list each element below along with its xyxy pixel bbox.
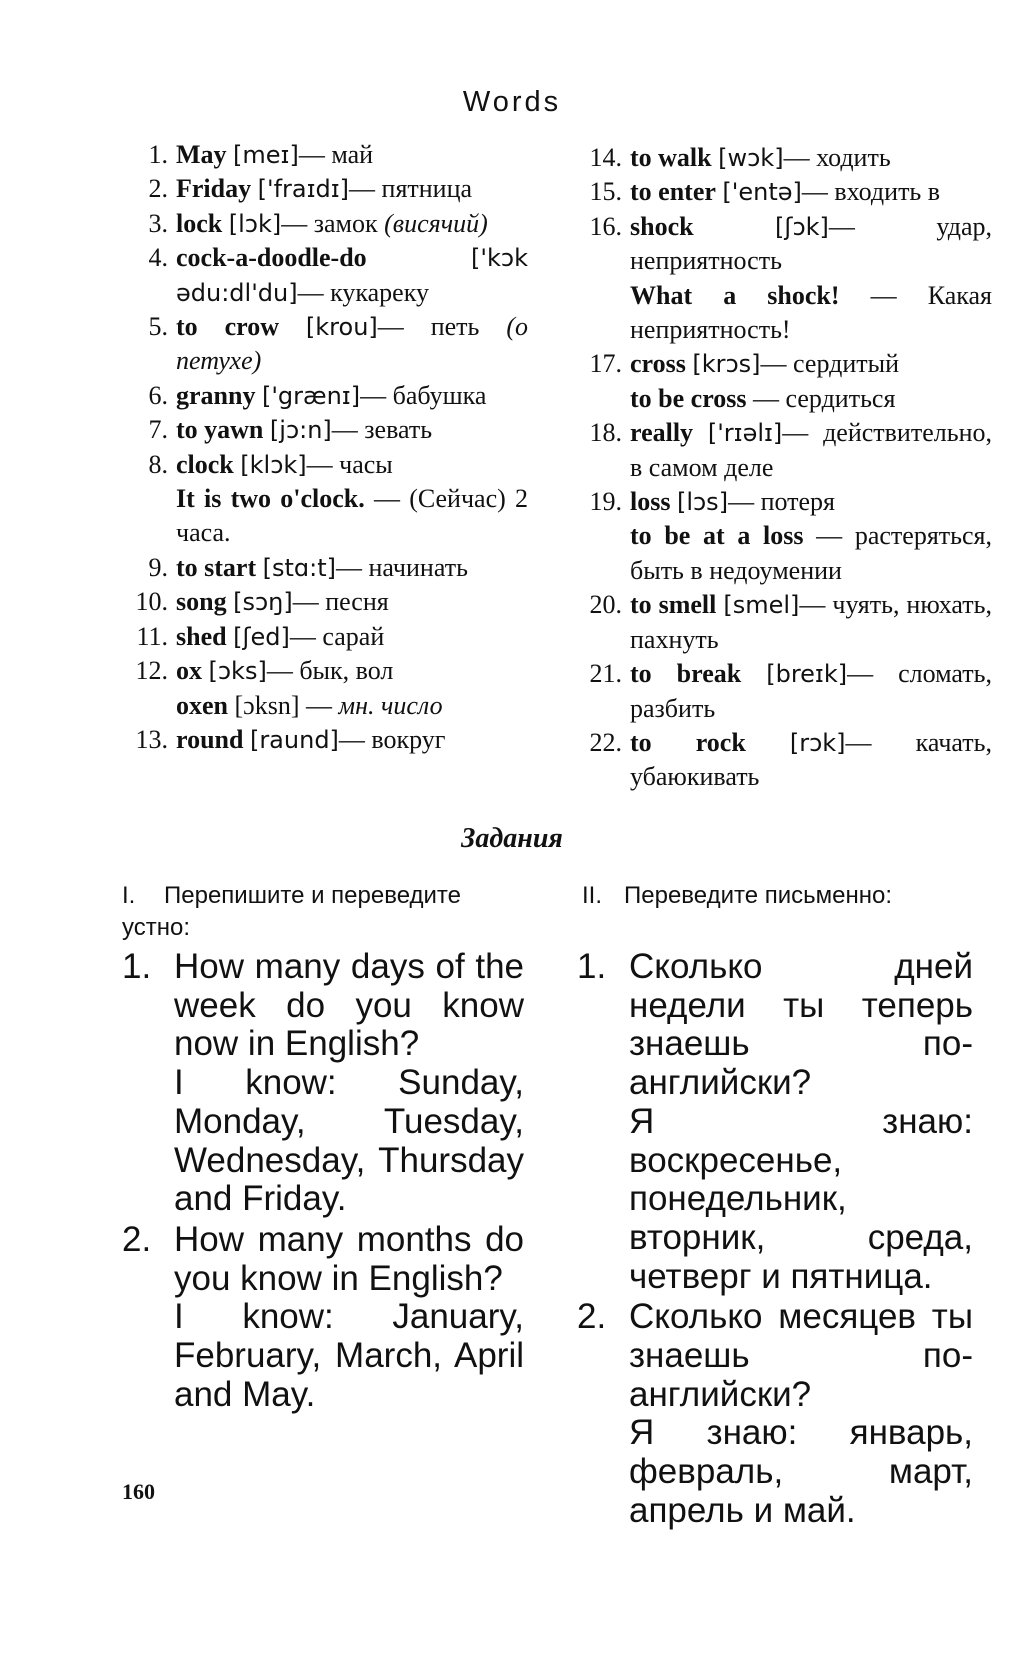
entry-word: really — [630, 418, 694, 448]
entry-number: 15. — [589, 177, 622, 207]
entry-note: (о петухе) — [176, 312, 528, 376]
task-question: Сколько месяцев ты знаешь по-английски? — [629, 1297, 973, 1414]
example-note: мн. число — [338, 690, 443, 720]
example-translation: — Какая неприятность! — [630, 280, 993, 345]
entry-transcription: [krou] — [305, 313, 378, 342]
entry-transcription: [breɪk] — [766, 660, 848, 689]
task2-heading — [582, 880, 992, 912]
entry-word: to break — [630, 659, 742, 689]
entry-translation: — май — [298, 140, 374, 169]
task1-items — [122, 948, 524, 1416]
word-entry — [128, 585, 528, 619]
words-column-right — [582, 141, 992, 795]
task-item-number: 1. — [577, 947, 607, 986]
entry-word: May — [176, 140, 227, 169]
task-question: Сколько дней недели ты теперь знаешь по-английски? — [629, 947, 973, 1103]
task2-number: II. — [582, 882, 603, 909]
entry-number: 8. — [148, 449, 168, 479]
task1-heading — [122, 880, 524, 944]
entry-translation: — бык, вол — [266, 656, 394, 686]
example-phrase: What a shock! — [630, 280, 840, 310]
entry-number: 10. — [135, 587, 168, 617]
entry-word: lock — [176, 208, 223, 238]
word-entry — [582, 726, 992, 795]
word-list-right — [582, 141, 992, 795]
entry-translation: — бабушка — [360, 380, 487, 410]
task-answer: Я знаю: воскресенье, понедельник, вторник, среда, четверг и пятница. — [629, 1101, 973, 1296]
entry-number: 4. — [148, 243, 168, 273]
word-entry — [128, 620, 528, 654]
entry-word: to yawn — [176, 415, 264, 445]
entry-word: to rock — [630, 727, 746, 757]
entry-number: 3. — [148, 208, 168, 238]
entry-transcription: [klɔk] — [240, 450, 307, 479]
entry-number: 13. — [135, 724, 168, 754]
task2-instruction: Переведите письменно: — [624, 882, 893, 909]
entry-number: 9. — [148, 552, 168, 582]
example-translation: — (Сейчас) 2 часа. — [176, 484, 529, 548]
entry-example — [176, 482, 528, 551]
word-entry — [128, 654, 528, 723]
task-item-number: 2. — [122, 1219, 152, 1259]
entry-number: 20. — [589, 590, 622, 620]
entry-translation: — кукареку — [297, 277, 429, 307]
task-item-number: 2. — [577, 1297, 607, 1337]
entry-translation: — петь — [377, 312, 480, 342]
entry-example — [176, 689, 528, 723]
entry-transcription: [ɔks] — [208, 657, 267, 686]
task-item — [122, 948, 524, 1219]
entry-word: to walk — [630, 143, 712, 172]
entry-word: to enter — [630, 177, 716, 207]
word-entry — [582, 416, 992, 485]
entry-number: 21. — [589, 659, 622, 689]
entry-translation: — вокруг — [338, 724, 446, 754]
entry-number: 11. — [136, 621, 168, 651]
example-translation: — растеряться, быть в недоумении — [630, 521, 993, 585]
entry-translation: — сердитый — [760, 349, 899, 379]
entry-note: (висячий) — [384, 208, 488, 238]
word-entry — [582, 175, 992, 209]
entry-translation: — входить в — [801, 177, 941, 207]
entry-transcription: [stɑ:t] — [262, 553, 337, 582]
task-answer: Я знаю: январь, февраль, март, апрель и май. — [629, 1413, 973, 1530]
entry-transcription: [ʃɔk] — [775, 212, 829, 241]
task-question: How many months do you know in English? — [174, 1219, 524, 1298]
entry-number: 2. — [148, 174, 168, 204]
entry-translation: — сарай — [289, 621, 385, 651]
entry-number: 18. — [589, 418, 622, 448]
entry-transcription: ['grænɪ] — [261, 381, 361, 410]
entry-transcription: ['fraɪdɪ] — [257, 175, 350, 204]
entry-word: clock — [176, 449, 234, 479]
task-item — [577, 1298, 973, 1530]
tasks-title: Задания — [461, 823, 563, 854]
word-entry — [128, 448, 528, 551]
entry-translation: — пятница — [349, 174, 473, 204]
entry-translation: — начинать — [336, 552, 468, 582]
word-list-left — [128, 138, 528, 757]
word-entry — [128, 310, 528, 379]
word-entry — [128, 413, 528, 447]
entry-word: shock — [630, 211, 694, 241]
entry-number: 16. — [589, 211, 622, 241]
entry-transcription: [krɔs] — [692, 350, 761, 379]
entry-transcription: [wɔk] — [718, 144, 784, 172]
task2-items — [577, 948, 973, 1533]
example-phrase: oxen — [176, 690, 228, 720]
entry-transcription: [smel] — [723, 591, 800, 620]
entry-translation: — потеря — [728, 487, 835, 517]
entry-translation: — ходить — [783, 143, 891, 172]
entry-word: round — [176, 724, 244, 754]
entry-number: 14. — [589, 143, 622, 172]
entry-translation: — зевать — [331, 415, 433, 445]
entry-word: Friday — [176, 174, 252, 204]
entry-number: 7. — [148, 415, 168, 445]
entry-word: song — [176, 587, 227, 617]
page-title: Words — [462, 86, 562, 118]
entry-number: 5. — [148, 312, 168, 342]
entry-transcription: ['rɪəlɪ] — [707, 419, 783, 448]
page-number: 160 — [122, 1479, 155, 1504]
entry-number: 19. — [589, 487, 622, 517]
entry-transcription: [ʃed] — [233, 622, 290, 651]
entry-translation: — часы — [306, 449, 393, 479]
word-entry — [128, 207, 528, 241]
entry-transcription: ['entə] — [722, 178, 802, 207]
entry-transcription: [rɔk] — [789, 728, 846, 757]
entry-transcription: [raund] — [249, 725, 339, 754]
entry-transcription: [jɔ:n] — [269, 416, 332, 445]
task-item-number: 1. — [122, 947, 152, 986]
entry-word: cock-a-doodle-do — [176, 243, 367, 273]
word-entry — [128, 172, 528, 206]
word-entry — [128, 379, 528, 413]
task-item — [577, 948, 973, 1296]
entry-example — [630, 279, 992, 348]
entry-translation: — сломать, разбить — [630, 659, 992, 723]
task1-number: I. — [122, 882, 136, 909]
entry-word: ox — [176, 656, 202, 686]
entry-number: 1. — [148, 140, 168, 169]
entry-word: loss — [630, 487, 671, 517]
entry-number: 17. — [589, 349, 622, 379]
entry-transcription: [lɔs] — [676, 488, 729, 517]
entry-word: to crow — [176, 312, 279, 342]
entry-translation: — удар, неприятность — [630, 211, 992, 276]
word-entry — [128, 723, 528, 757]
entry-word: granny — [176, 380, 256, 410]
entry-transcription: [sɔŋ] — [233, 588, 293, 617]
example-translation: — сердиться — [753, 383, 896, 413]
task-question: How many days of the week do you know now in English? — [174, 947, 524, 1064]
word-entry — [582, 657, 992, 726]
entry-word: to smell — [630, 590, 717, 620]
example-phrase: to be cross — [630, 383, 747, 413]
entry-transcription: [lɔk] — [228, 209, 282, 238]
entry-word: shed — [176, 621, 227, 651]
example-phrase: to be at a loss — [630, 521, 804, 551]
task1-instruction: Перепишите и переведите устно: — [122, 882, 461, 941]
entry-example — [630, 519, 992, 588]
example-translation: [ɔksn] — — [234, 690, 332, 720]
entry-number: 12. — [135, 656, 168, 686]
word-entry — [582, 141, 992, 175]
entry-number: 22. — [589, 727, 622, 757]
entry-translation: — действительно, в самом деле — [630, 418, 992, 482]
word-entry — [582, 485, 992, 588]
word-entry — [128, 551, 528, 585]
words-column-left — [128, 138, 528, 757]
task-item — [122, 1221, 524, 1415]
entry-translation: — песня — [292, 587, 389, 617]
entry-number: 6. — [148, 380, 168, 410]
word-entry — [582, 588, 992, 657]
word-entry — [128, 138, 528, 172]
word-entry — [128, 241, 528, 310]
task-answer: I know: Sunday, Monday, Tuesday, Wednesday, Thursday and Friday. — [174, 1063, 524, 1219]
word-entry — [582, 347, 992, 416]
task-answer: I know: January, February, March, April and May. — [174, 1297, 524, 1414]
entry-translation: — замок — [281, 208, 378, 238]
word-entry — [582, 210, 992, 348]
entry-transcription: [meɪ] — [233, 141, 299, 169]
entry-transcription: ['kɔk ədu:dl'du] — [176, 244, 528, 307]
example-phrase: It is two o'clock. — [176, 484, 365, 514]
entry-word: cross — [630, 349, 686, 379]
entry-word: to start — [176, 552, 257, 582]
entry-translation: — чуять, нюхать, пахнуть — [630, 590, 993, 654]
entry-example — [630, 382, 992, 416]
entry-translation: — качать, убаюкивать — [630, 727, 993, 792]
